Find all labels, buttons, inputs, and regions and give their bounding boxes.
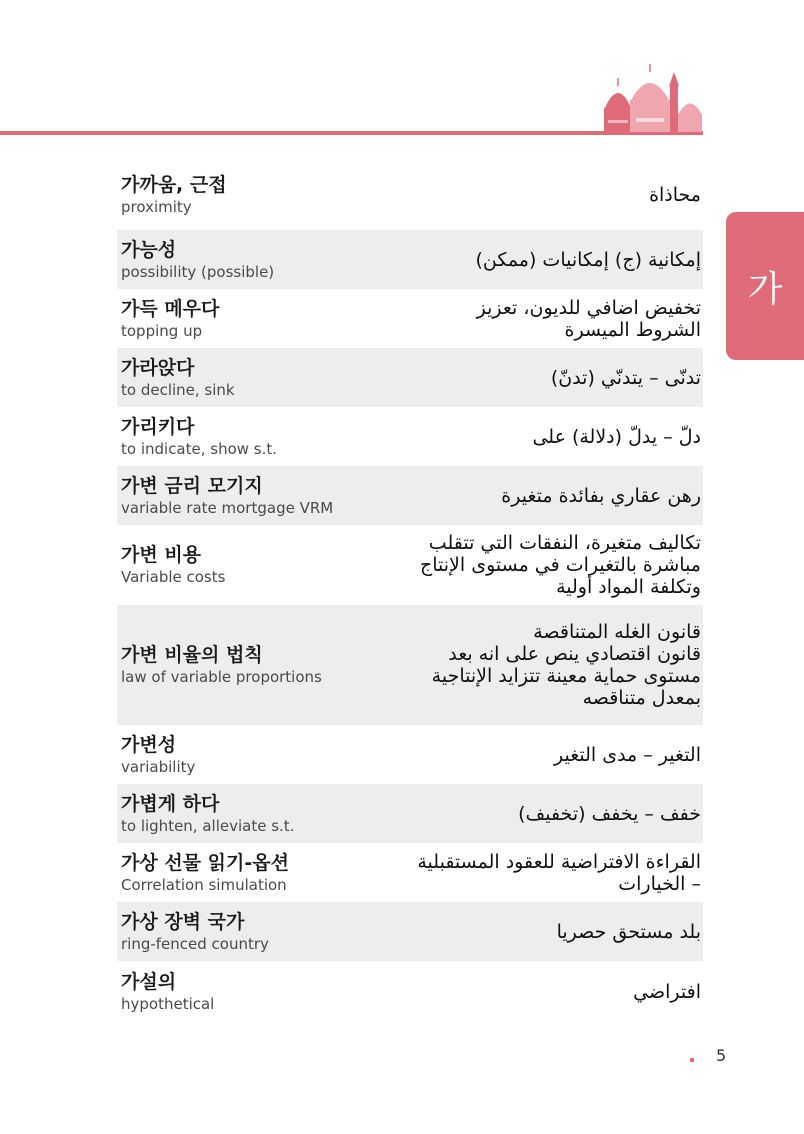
entry-korean: 가변 금리 모기지 [121,474,263,497]
entry-row [117,843,703,902]
entry-english: to decline, sink [121,380,235,399]
mosque-icon [600,58,704,132]
entry-row [117,160,703,230]
entry-korean: 가상 선물 읽기-옵션 [121,851,289,874]
entry-english: Variable costs [121,568,226,586]
entry-row [117,605,703,725]
glossary-entries [117,160,703,1023]
entry-english: proximity [121,198,192,216]
entry-arabic: بلد مستحق حصريا [556,920,701,943]
entry-english: Correlation simulation [121,875,287,894]
entry-row [117,725,703,784]
index-tab-letter: 가 [747,268,783,310]
entry-arabic: تدنّى – يتدنّي (تدنّ) [550,366,701,389]
page-number: 5 [716,1046,727,1065]
entry-row [117,961,703,1023]
entry-english: to indicate, show s.t. [121,439,278,458]
entry-row [117,348,703,407]
entry-row [117,289,703,348]
entry-korean: 가리키다 [121,415,195,438]
entry-arabic: رهن عقاري بفائدة متغيرة [501,484,701,507]
entry-arabic: تخفيض اضافي للديون، تعزيز الشروط الميسرة [476,296,701,341]
entry-korean: 가변 비율의 법칙 [121,644,263,666]
entry-korean: 가상 장벽 국가 [121,910,245,933]
entry-english: variable rate mortgage VRM [121,498,334,517]
entry-row [117,466,703,525]
entry-english: possibility (possible) [121,262,275,281]
entry-row [117,902,703,961]
entry-arabic: إمكانية (ج) إمكانيات (ممكن) [475,248,701,271]
entry-row [117,525,703,605]
entry-english: topping up [121,321,203,340]
entry-korean: 가라앉다 [121,356,195,379]
entry-english: ring-fenced country [121,934,269,953]
entry-arabic: افتراضي [633,981,701,1003]
entry-row [117,230,703,289]
entry-korean: 가능성 [121,238,177,261]
header-rule [0,131,703,135]
entry-arabic: دلّ – يدلّ (دلالة) على [532,425,701,448]
entry-row [117,407,703,466]
page-number-dot [690,1058,694,1062]
entry-korean: 가변 비용 [121,544,202,566]
entry-arabic: خفف – يخفف (تخفيف) [518,802,701,825]
entry-korean: 가득 메우다 [121,297,220,320]
entry-row [117,784,703,843]
entry-arabic: قانون الغله المتناقصة قانون اقتصادي ينص على انه بعد مستوى حماية معينة تتزايد الإنتاجية بمعدل متناقصه [431,621,701,709]
entry-arabic: القراءة الافتراضية للعقود المستقبلية – الخيارات [417,850,701,895]
entry-english: variability [121,757,196,776]
entry-korean: 가설의 [121,971,177,993]
entry-korean: 가까움, 근접 [121,174,227,196]
index-tab [726,212,804,360]
entry-korean: 가변성 [121,733,177,756]
entry-arabic: محاذاة [649,184,701,206]
entry-english: to lighten, alleviate s.t. [121,816,295,835]
entry-english: hypothetical [121,995,215,1013]
entry-english: law of variable proportions [121,668,322,686]
entry-arabic: التغير – مدى التغير [553,743,701,766]
entry-arabic: تكاليف متغيرة، النفقات التي تتقلب مباشرة بالتغيرات في مستوى الإنتاج وتكلفة المواد أولية [419,532,701,598]
entry-korean: 가볍게 하다 [121,792,220,815]
